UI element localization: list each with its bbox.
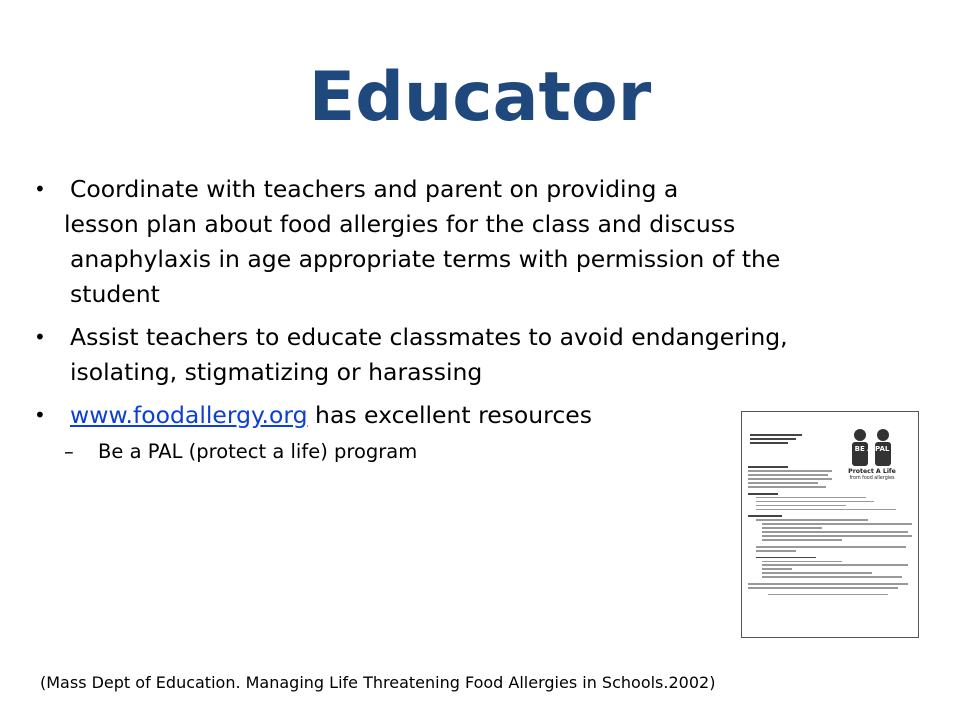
bullet-text-line: Coordinate with teachers and parent on providing a [70,175,679,203]
bullet-text-line: isolating, stigmatizing or harassing [70,358,483,386]
fact-sheet-heading [750,432,810,446]
logo-text-line: Protect A Life [848,468,896,475]
bullet-text-line: student [70,280,160,308]
foodallergy-link[interactable]: www.foodallergy.org [70,401,308,429]
bullet-item [34,398,864,433]
fact-sheet-body [748,464,914,598]
citation-text: (Mass Dept of Education. Managing Life Threatening Food Allergies in Schools.2002) [40,673,716,692]
bullet-text-line: lesson plan about food allergies for the class and discuss [64,210,736,238]
bullet-dot: • [34,403,46,427]
pal-fact-sheet-image [741,411,919,638]
bullet-dot: • [34,325,46,349]
slide-title: Educator [308,58,652,137]
link-suffix-text: has excellent resources [307,401,592,429]
sub-bullet-item [34,437,864,467]
logo-badge-text: BE A PAL [854,445,890,453]
sub-bullet-text: Be a PAL (protect a life) program [98,440,418,463]
bullet-dot: • [34,177,46,201]
bullet-item [34,320,864,390]
bullet-list [34,172,864,467]
logo-text-line: from food allergies [849,476,895,480]
bullet-text-line: anaphylaxis in age appropriate terms with permission of the [70,245,781,273]
bullet-item [34,172,864,312]
sub-bullet-dash: – [64,440,74,463]
bullet-text-line: Assist teachers to educate classmates to avoid endangering, [70,323,788,351]
